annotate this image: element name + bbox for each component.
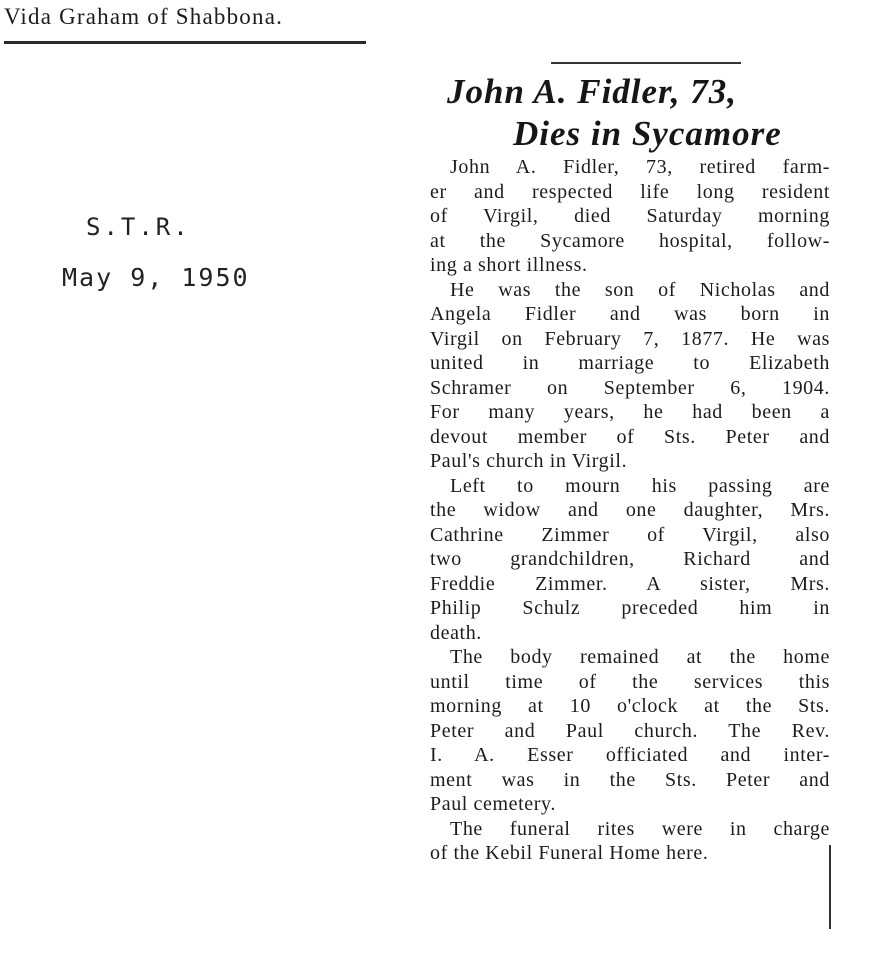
article-line: death. [430,621,482,644]
article-line: Paul cemetery. [430,793,556,815]
source-stamp: S.T.R. [86,213,191,241]
date-stamp: May 9, 1950 [62,263,250,292]
article-line: The body remained at the home [450,646,830,668]
article-line: Angela Fidler and was born in [430,303,830,325]
article-line: The funeral rites were in charge [450,817,830,840]
article-line: two grandchildren, Richard and [430,548,830,570]
article-line: ment was in the Sts. Peter and [430,768,830,791]
article-line: Peter and Paul church. The Rev. [430,719,830,742]
article-paragraph [430,155,830,278]
article-line: devout member of Sts. Peter and [430,425,830,448]
article-line: of Virgil, died Saturday morning [430,205,830,227]
headline-line-1: John A. Fidler, 73, [447,72,737,111]
article-line: John A. Fidler, 73, retired farm- [450,156,830,178]
previous-clipping-fragment [4,0,374,46]
article-line: For many years, he had been a [430,401,830,423]
article-line: at the Sycamore hospital, follow- [430,229,830,252]
article-paragraph [430,278,830,474]
article-line: Virgil on February 7, 1877. He was [430,327,830,350]
article-line: united in marriage to Elizabeth [430,352,830,374]
article-line: Left to mourn his passing are [450,474,830,497]
article-line: Cathrine Zimmer of Virgil, also [430,523,830,546]
article-paragraph [430,645,830,817]
article-line: morning at 10 o'clock at the Sts. [430,695,830,717]
article-line: until time of the services this [430,670,830,693]
article-body [430,155,830,866]
article-line: Philip Schulz preceded him in [430,597,830,619]
previous-clipping-line: Vida Graham of Shabbona. [4,4,284,29]
previous-clipping-rule [4,41,366,44]
article-line: Schramer on September 6, 1904. [430,376,830,399]
article-line: the widow and one daughter, Mrs. [430,499,830,521]
headline-line-2: Dies in Sycamore [513,114,782,153]
column-rule [829,845,831,929]
article-line: er and respected life long resident [430,180,830,203]
article-line: of the Kebil Funeral Home here. [430,842,709,864]
article-line: ing a short illness. [430,254,588,276]
article-line: Paul's church in Virgil. [430,450,628,472]
article-paragraph [430,474,830,646]
article-line: Freddie Zimmer. A sister, Mrs. [430,572,830,595]
article-paragraph [430,817,830,866]
headline-rule [551,62,741,64]
article-line: He was the son of Nicholas and [450,278,830,301]
article-line: I. A. Esser officiated and inter- [430,744,830,766]
